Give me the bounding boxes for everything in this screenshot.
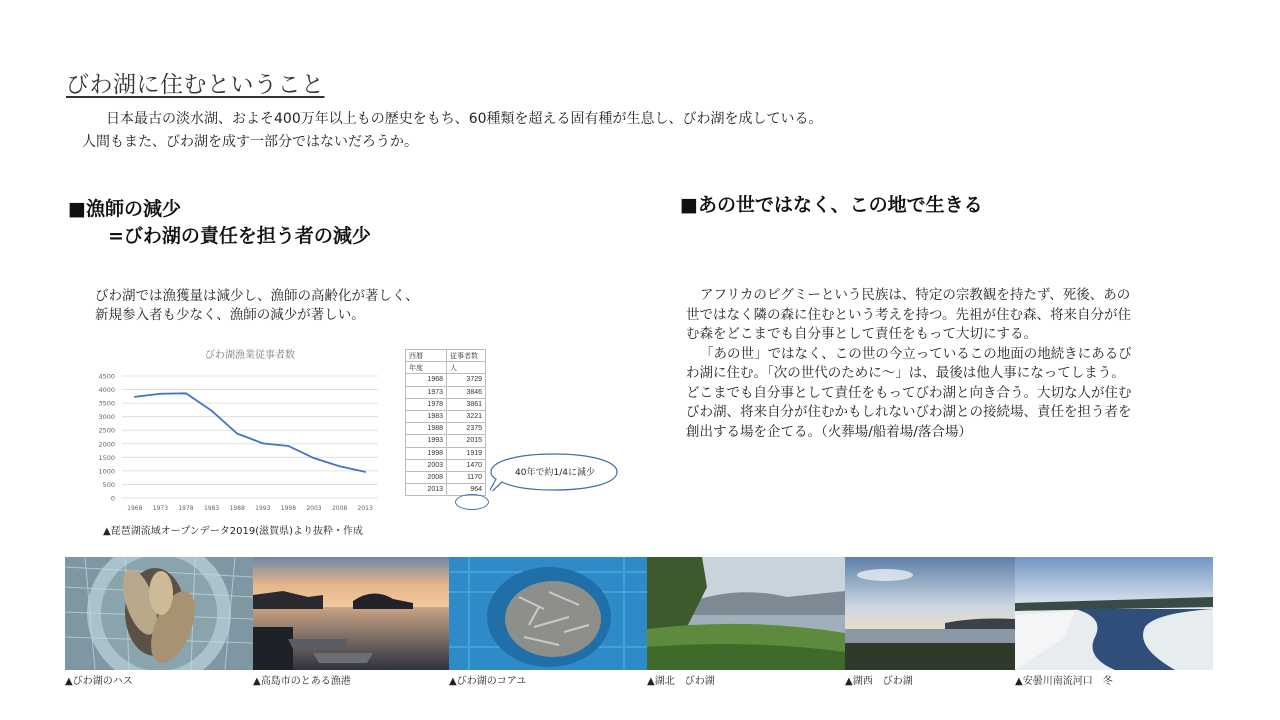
table-row xyxy=(406,374,486,386)
table-cell: 1968 xyxy=(406,374,447,386)
photo-hasu-fish xyxy=(65,557,253,670)
pygmy-paragraph xyxy=(686,286,1136,442)
section-heading-fishermen xyxy=(68,196,371,250)
x-tick-label: 1993 xyxy=(255,505,271,512)
photo-kosei-lake xyxy=(845,557,1015,670)
x-tick-label: 1968 xyxy=(127,505,143,512)
table-cell: 1988 xyxy=(406,423,447,435)
data-point xyxy=(160,393,162,395)
table-row xyxy=(406,435,486,447)
x-tick-label: 1973 xyxy=(152,505,169,512)
table-row xyxy=(406,423,486,435)
section-heading-this-land: ■あの世ではなく、この地で生きる xyxy=(680,194,983,216)
table-row xyxy=(406,410,486,422)
table-cell: 3221 xyxy=(447,410,486,422)
table-row xyxy=(406,386,486,398)
x-tick-label: 2008 xyxy=(331,505,348,512)
callout-text: 40年で約1/4に減少 xyxy=(515,468,595,478)
y-tick-label: 3500 xyxy=(98,399,115,408)
data-point xyxy=(364,471,366,473)
table-cell: 1998 xyxy=(406,447,447,459)
y-tick-label: 500 xyxy=(102,480,115,489)
table-row xyxy=(406,398,486,410)
fishermen-data-table xyxy=(405,349,486,496)
page-title: びわ湖に住むということ xyxy=(66,72,325,98)
pygmy-paragraph-2: 「あの世」ではなく、この世の今立っているこの地面の地続きにあるびわ湖に住む。「次の世代のために〜」は、最後は他人事になってしまう。どこまでも自分事として責任をもってびわ湖と向き合う。大切な人が住むびわ湖、将来自分が住むかもしれないびわ湖との接続場、責任を担う者を創出する場を企てる。（火葬場/船着場/落合場） xyxy=(686,345,1132,440)
data-point xyxy=(134,396,136,398)
photo-caption: ▲びわ湖のコアユ xyxy=(449,676,527,687)
table-cell: 1919 xyxy=(447,447,486,459)
table-row xyxy=(406,459,486,471)
photo-koayu xyxy=(449,557,647,670)
y-tick-label: 4500 xyxy=(98,372,115,381)
intro-text xyxy=(82,108,823,154)
table-cell: 1978 xyxy=(406,398,447,410)
y-tick-label: 2000 xyxy=(98,440,115,449)
table-header-cell: 従事者数 xyxy=(447,350,486,362)
heading-fishermen-decline: ■漁師の減少 xyxy=(68,198,181,220)
photo-kohoku-lake xyxy=(647,557,845,670)
data-source-caption: ▲琵琶湖流域オープンデータ2019(滋賀県)より抜粋・作成 xyxy=(103,526,364,537)
table-row xyxy=(406,471,486,483)
table-cell: 3846 xyxy=(447,386,486,398)
table-cell: 1973 xyxy=(406,386,447,398)
table-row xyxy=(406,447,486,459)
chart-title: びわ湖漁業従事者数 xyxy=(205,350,295,361)
data-point xyxy=(211,410,213,412)
heading-responsibility-decline: =びわ湖の責任を担う者の減少 xyxy=(108,225,371,247)
photo-caption: ▲びわ湖のハス xyxy=(65,676,133,687)
y-tick-label: 1500 xyxy=(98,453,115,462)
data-point xyxy=(185,392,187,394)
table-cell: 2015 xyxy=(447,435,486,447)
table-cell: 3861 xyxy=(447,398,486,410)
table-cell: 964 xyxy=(447,484,486,496)
y-tick-label: 3000 xyxy=(98,413,115,422)
x-tick-label: 1988 xyxy=(229,505,245,512)
table-cell: 2008 xyxy=(406,471,447,483)
table-cell: 3729 xyxy=(447,374,486,386)
table-cell: 2013 xyxy=(406,484,447,496)
series-line xyxy=(135,393,365,472)
table-header-row xyxy=(406,362,486,374)
table-header-row xyxy=(406,350,486,362)
table-header-cell: 人 xyxy=(447,362,486,374)
table-cell: 2375 xyxy=(447,423,486,435)
pygmy-paragraph-1: アフリカのピグミーという民族は、特定の宗教観を持たず、死後、あの世ではなく隣の森に住むという考えを持つ。先祖が住む森、将来自分が住む森をどこまでも自分事として責任をもって大切にする。 xyxy=(686,287,1131,342)
table-header-cell: 年度 xyxy=(406,362,447,374)
y-tick-label: 2500 xyxy=(98,426,115,435)
x-tick-label: 1978 xyxy=(178,505,194,512)
y-tick-label: 4000 xyxy=(98,386,115,395)
intro-line-1: 日本最古の淡水湖、およそ400万年以上もの歴史をもち、60種類を超える固有種が生息し、びわ湖を成している。 xyxy=(106,111,823,127)
table-header-cell: 西暦 xyxy=(406,350,447,362)
table-cell: 2003 xyxy=(406,459,447,471)
table-cell: 1470 xyxy=(447,459,486,471)
table-cell: 1983 xyxy=(406,410,447,422)
x-tick-label: 2013 xyxy=(357,505,373,512)
data-point xyxy=(339,465,341,467)
x-tick-label: 1998 xyxy=(280,505,297,512)
photo-caption: ▲湖北 びわ湖 xyxy=(647,676,715,687)
data-point xyxy=(288,445,290,447)
data-point xyxy=(262,442,264,444)
table-cell: 1170 xyxy=(447,471,486,483)
fishermen-paragraph-line-2: 新規参入者も少なく、漁師の減少が著しい。 xyxy=(95,307,365,323)
x-tick-label: 2003 xyxy=(306,505,322,512)
photo-caption: ▲高島市のとある漁港 xyxy=(253,676,351,687)
photo-takashima-port xyxy=(253,557,449,670)
photo-caption: ▲湖西 びわ湖 xyxy=(845,676,913,687)
data-point xyxy=(236,433,238,435)
y-tick-label: 1000 xyxy=(98,467,115,476)
photo-adogawa-winter xyxy=(1015,557,1213,670)
fishermen-paragraph xyxy=(95,287,495,325)
y-tick-label: 0 xyxy=(110,494,115,503)
highlight-circle xyxy=(455,494,489,510)
table-cell: 1993 xyxy=(406,435,447,447)
x-tick-label: 1983 xyxy=(203,505,220,512)
data-point xyxy=(313,457,315,459)
photo-caption: ▲安曇川南流河口 冬 xyxy=(1015,676,1113,687)
fishermen-line-chart xyxy=(88,342,388,518)
intro-line-2: 人間もまた、びわ湖を成す一部分ではないだろうか。 xyxy=(82,134,418,150)
fishermen-paragraph-line-1: びわ湖では漁獲量は減少し、漁師の高齢化が著しく、 xyxy=(95,288,419,304)
